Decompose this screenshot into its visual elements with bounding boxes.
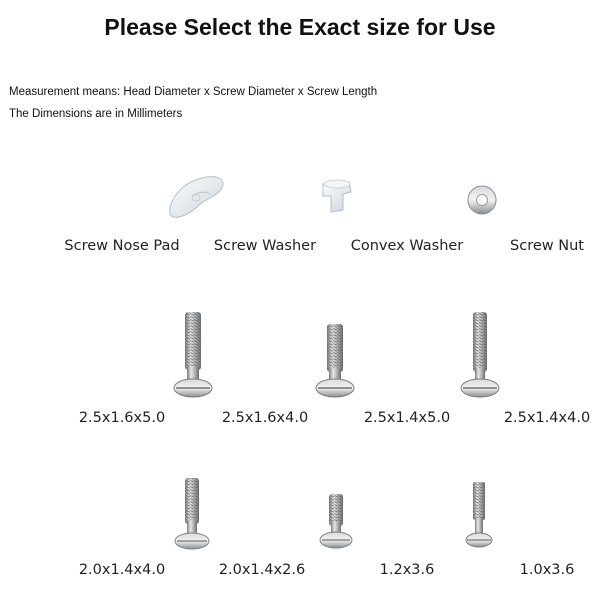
- accessory-label: Screw Washer: [213, 238, 317, 254]
- accessory-label: Screw Nose Pad: [64, 238, 180, 254]
- hex-nut-icon: [547, 170, 600, 230]
- accessory-nose-pad: [47, 170, 197, 260]
- screw-size-label: 2.0x1.4x4.0: [78, 562, 166, 578]
- measurement-note: Measurement means: Head Diameter x Screw Diameter x Screw Length: [9, 86, 378, 98]
- screw-icon: [547, 310, 600, 402]
- screw-item: [472, 310, 600, 430]
- screw-size-label: 1.0x3.6: [519, 562, 575, 578]
- screw-item: [187, 474, 337, 584]
- screw-size-label: 2.5x1.6x5.0: [78, 410, 166, 426]
- screw-size-label: 2.0x1.4x2.6: [218, 562, 306, 578]
- accessory-label: Convex Washer: [350, 238, 464, 254]
- screw-item: [472, 474, 600, 584]
- screw-size-label: 2.5x1.4x4.0: [503, 410, 591, 426]
- accessory-convex-washer: [332, 170, 482, 260]
- screw-item: [47, 310, 197, 430]
- page-title: Please Select the Exact size for Use: [104, 14, 496, 40]
- accessory-screw-washer: [190, 170, 340, 260]
- units-note: The Dimensions are in Millimeters: [9, 108, 183, 120]
- screw-size-label: 2.5x1.6x4.0: [221, 410, 309, 426]
- screw-item: [332, 310, 482, 430]
- accessory-screw-nut: [472, 170, 600, 260]
- screw-icon: [547, 474, 600, 556]
- screw-size-label: 2.5x1.4x5.0: [363, 410, 451, 426]
- screw-size-label: 1.2x3.6: [379, 562, 435, 578]
- screw-item: [332, 474, 482, 584]
- screw-item: [190, 310, 340, 430]
- screw-item: [47, 474, 197, 584]
- accessory-label: Screw Nut: [510, 238, 584, 254]
